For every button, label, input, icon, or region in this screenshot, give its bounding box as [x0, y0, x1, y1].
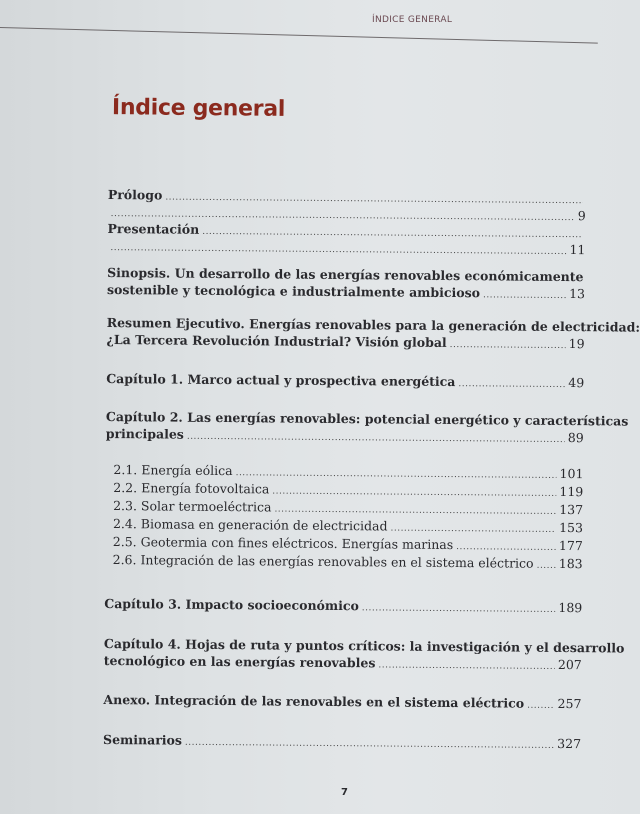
- toc-entry-page: 183: [558, 555, 583, 572]
- toc-entry-page: 11: [569, 242, 586, 258]
- toc-entry-title-line2: sostenible y tecnológica e industrialmente ambicioso: [106, 281, 481, 301]
- toc-entry-seminarios[interactable]: [103, 731, 581, 755]
- toc-entry-title: 2.1. Energía eólica: [113, 462, 233, 479]
- toc-entry-title: Capítulo 1. Marco actual y prospectiva energética: [106, 370, 456, 390]
- toc-entry-page: 49: [568, 375, 585, 391]
- toc-entry-title: 2.4. Biomasa en generación de electricidad: [112, 516, 388, 534]
- toc-entry-capitulo-4[interactable]: [103, 635, 625, 676]
- toc-entry-title-line1: Resumen Ejecutivo. Energías renovables para la generación de electricidad:: [106, 314, 640, 335]
- running-header: ÍNDICE GENERAL: [372, 15, 453, 25]
- toc-entry-title: 2.2. Energía fotovoltaica: [113, 480, 270, 497]
- toc-entry-title: Capítulo 3. Impacto socioeconómico: [104, 595, 359, 614]
- toc-entry-page: 327: [557, 735, 582, 752]
- leader-dots: [110, 240, 566, 261]
- toc-entry-page: 207: [557, 656, 582, 673]
- toc-entry-title: Anexo. Integración de las renovables en el sistema eléctrico: [103, 691, 525, 711]
- toc-entry-title-line1: Capítulo 2. Las energías renovables: potencial energético y características: [105, 408, 629, 429]
- toc-entry-title-line2: principales: [105, 425, 184, 442]
- toc-entry-title-line2: tecnológico en las energías renovables: [103, 652, 376, 671]
- toc-entry-page: 19: [568, 336, 585, 352]
- leader-dots: [537, 558, 556, 575]
- page-title: Índice general: [111, 95, 286, 122]
- toc-entry-resumen-ejecutivo[interactable]: [106, 314, 640, 355]
- toc-entry-anexo[interactable]: [103, 691, 581, 715]
- toc-entry-page: 119: [559, 483, 584, 500]
- toc-entry-title-line2: ¿La Tercera Revolución Industrial? Visión global: [106, 331, 447, 350]
- toc-entry-page: 101: [559, 465, 584, 482]
- toc-entry-title: Seminarios: [103, 731, 183, 748]
- leader-dots: [483, 287, 566, 305]
- toc-entry-page: 137: [559, 501, 584, 518]
- toc-entry-title-line1: Capítulo 4. Hojas de ruta y puntos críticos: la investigación y el desarrollo: [103, 635, 625, 656]
- toc-entry-title: 2.6. Integración de las energías renovables en el sistema eléctrico: [112, 552, 534, 571]
- toc-entry-capitulo-1[interactable]: [106, 370, 584, 394]
- toc-entry-title: 2.5. Geotermia con fines eléctricos. Energías marinas: [112, 534, 454, 553]
- leader-dots: [527, 698, 555, 715]
- leader-dots: [458, 376, 565, 394]
- toc-entry-title: Presentación: [107, 220, 200, 237]
- toc-entry-capitulo-2[interactable]: [105, 408, 629, 449]
- leader-dots: [378, 657, 555, 676]
- header-rule: [0, 27, 598, 44]
- toc-entry-title: 2.3. Solar termoeléctrica: [113, 498, 272, 515]
- toc-entry-title: Prólogo: [107, 186, 163, 203]
- leader-dots: [185, 735, 554, 755]
- leader-dots: [187, 429, 565, 449]
- leader-dots: [450, 337, 566, 355]
- table-of-contents: [103, 178, 640, 752]
- toc-entry-capitulo-3[interactable]: [104, 595, 582, 619]
- toc-entry-page: 9: [577, 208, 586, 224]
- page-number: 7: [341, 787, 348, 798]
- toc-entry-page: 89: [567, 430, 584, 446]
- toc-entry-sinopsis[interactable]: [107, 264, 585, 305]
- toc-entry-page: 13: [569, 286, 586, 302]
- toc-entry-presentacion[interactable]: [107, 220, 585, 261]
- toc-entry-page: 177: [558, 537, 583, 554]
- toc-entry-page: 257: [557, 695, 582, 712]
- leader-dots: [362, 600, 556, 619]
- toc-entry-page: 189: [558, 599, 583, 616]
- toc-subentry-2-6[interactable]: [113, 551, 583, 575]
- toc-entry-title-line1: Sinopsis. Un desarrollo de las energías renovables económicamente: [107, 264, 584, 285]
- toc-entry-page: 153: [559, 519, 584, 536]
